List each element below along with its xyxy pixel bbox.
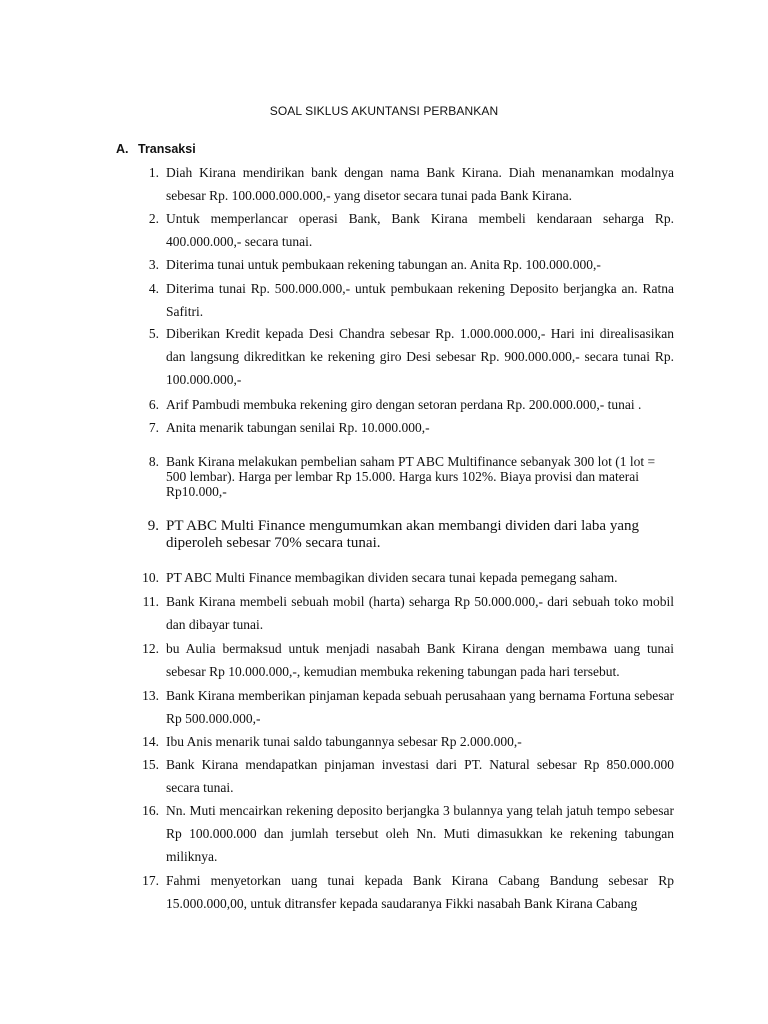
section-heading — [116, 142, 196, 156]
item-text: Untuk memperlancar operasi Bank, Bank Kirana membeli kendaraan seharga Rp. 400.000.000,- secara tunai. — [166, 211, 674, 249]
item-number: 11. — [142, 594, 159, 609]
item-text: Nn. Muti mencairkan rekening deposito berjangka 3 bulannya yang telah jatuh tempo sebesar Rp 100.000.000 dan jumlah tersebut oleh Nn. Muti dimasukkan ke rekening tabungan miliknya. — [166, 803, 674, 864]
item-text: Diberikan Kredit kepada Desi Chandra sebesar Rp. 1.000.000.000,- Hari ini direalisasikan dan langsung dikreditkan ke rekening giro Desi sebesar Rp. 900.000.000,- secara tunai Rp. 100.000.000,- — [166, 326, 674, 387]
item-text: Bank Kirana memberikan pinjaman kepada sebuah perusahaan yang bernama Fortuna sebesar Rp 500.000.000,- — [166, 688, 674, 726]
item-number: 16. — [142, 803, 159, 818]
item-number: 1. — [148, 165, 159, 180]
section-label: Transaksi — [138, 142, 196, 156]
item-number: 9. — [147, 518, 159, 534]
item-text: Bank Kirana mendapatkan pinjaman investasi dari PT. Natural sebesar Rp 850.000.000 secara tunai. — [166, 757, 674, 795]
item-text: PT ABC Multi Finance membagikan dividen secara tunai kepada pemegang saham. — [166, 570, 618, 585]
item-text: PT ABC Multi Finance mengumumkan akan membangi dividen dari laba yang diperoleh sebesar 70% secara tunai. — [166, 518, 639, 551]
item-number: 6. — [148, 397, 159, 412]
item-number: 14. — [142, 734, 159, 749]
item-text: Diah Kirana mendirikan bank dengan nama Bank Kirana. Diah menanamkan modalnya sebesar Rp. 100.000.000.000,- yang disetor secara tunai pada Bank Kirana. — [166, 165, 674, 203]
item-number: 12. — [142, 641, 159, 656]
item-text: Fahmi menyetorkan uang tunai kepada Bank Kirana Cabang Bandung sebesar Rp 15.000.000,00, untuk ditransfer kepada saudaranya Fikki nasabah Bank Kirana Cabang — [166, 873, 674, 911]
item-number: 8. — [148, 454, 159, 469]
document-title: SOAL SIKLUS AKUNTANSI PERBANKAN — [269, 104, 499, 118]
item-number: 7. — [148, 420, 159, 435]
item-number: 2. — [148, 211, 159, 226]
item-text: bu Aulia bermaksud untuk menjadi nasabah Bank Kirana dengan membawa uang tunai sebesar Rp 10.000.000,-, kemudian membuka rekening tabungan pada hari tersebut. — [166, 641, 674, 679]
item-number: 3. — [148, 257, 159, 272]
item-text: Bank Kirana melakukan pembelian saham PT ABC Multifinance sebanyak 300 lot (1 lot = 500 lembar). Harga per lembar Rp 15.000. Harga kurs 102%. Biaya provisi dan materai Rp10.000,- — [166, 454, 656, 499]
item-number: 4. — [148, 281, 159, 296]
section-letter: A. — [116, 142, 129, 156]
item-number: 17. — [142, 873, 159, 888]
item-text: Arif Pambudi membuka rekening giro dengan setoran perdana Rp. 200.000.000,- tunai . — [166, 397, 642, 412]
item-number: 10. — [142, 570, 159, 585]
item-text: Anita menarik tabungan senilai Rp. 10.000.000,- — [166, 420, 430, 435]
item-number: 15. — [142, 757, 159, 772]
item-text: Diterima tunai Rp. 500.000.000,- untuk pembukaan rekening Deposito berjangka an. Ratna Safitri. — [166, 281, 674, 319]
item-text: Bank Kirana membeli sebuah mobil (harta) seharga Rp 50.000.000,- dari sebuah toko mobil dan dibayar tunai. — [166, 594, 674, 632]
item-number: 13. — [142, 688, 159, 703]
item-number: 5. — [148, 326, 159, 341]
item-text: Ibu Anis menarik tunai saldo tabungannya sebesar Rp 2.000.000,- — [166, 734, 522, 749]
item-text: Diterima tunai untuk pembukaan rekening tabungan an. Anita Rp. 100.000.000,- — [166, 257, 601, 272]
